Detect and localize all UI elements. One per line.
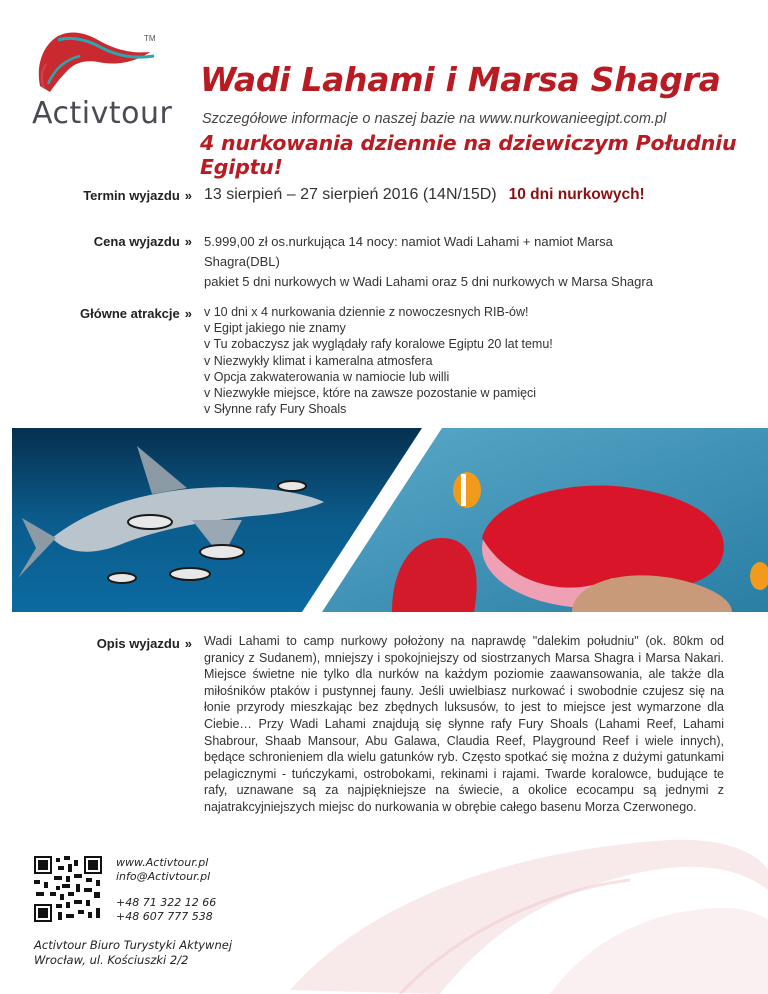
activtour-logo[interactable] bbox=[28, 26, 173, 136]
list-item: v Niezwykły klimat i kameralna atmosfera bbox=[204, 353, 433, 368]
description-label-text: Opis wyjazdu bbox=[96, 636, 180, 651]
page-title: Wadi Lahami i Marsa Shagra bbox=[200, 60, 721, 99]
logo-wordmark: Activtour bbox=[32, 96, 173, 131]
price-line-2: pakiet 5 dni nurkowych w Wadi Lahami oraz 5 dni nurkowych w Marsa Shagra bbox=[204, 274, 653, 289]
footer-address: Wrocław, ul. Kościuszki 2/2 bbox=[34, 953, 189, 967]
attractions-label-text: Główne atrakcje bbox=[80, 306, 180, 321]
list-item: v 10 dni x 4 nurkowania dziennie z nowoczesnych RIB-ów! bbox=[204, 305, 529, 319]
attractions-label bbox=[80, 306, 192, 321]
phone-1[interactable]: +48 71 322 12 66 bbox=[116, 896, 217, 909]
description-label bbox=[97, 636, 192, 651]
underwater-photo-banner bbox=[12, 428, 768, 612]
list-item: v Niezwykłe miejsce, które na zawsze pozostanie w pamięci bbox=[204, 386, 537, 401]
qr-code-icon[interactable] bbox=[34, 856, 102, 922]
footer-company: Activtour Biuro Turystyki Aktywnej bbox=[34, 938, 233, 952]
website-link[interactable]: www.Activtour.pl bbox=[116, 856, 209, 869]
term-value bbox=[204, 186, 645, 204]
term-arrow: » bbox=[184, 188, 192, 203]
clownfish-icon bbox=[453, 472, 481, 508]
price-arrow: » bbox=[184, 234, 192, 249]
price-label-text: Cena wyjazdu bbox=[93, 234, 180, 249]
phone-2[interactable]: +48 607 777 538 bbox=[116, 910, 213, 923]
attractions-list bbox=[204, 304, 553, 417]
term-highlight: 10 dni nurkowych! bbox=[508, 186, 645, 203]
price-block bbox=[204, 232, 654, 292]
list-item: v Słynne rafy Fury Shoals bbox=[204, 402, 347, 417]
trademark-label: TM bbox=[144, 34, 156, 43]
list-item: v Opcja zakwaterowania w namiocie lub willi bbox=[204, 369, 450, 384]
page-headline: 4 nurkowania dziennie na dziewiczym Południu Egiptu! bbox=[200, 131, 737, 179]
list-item: v Egipt jakiego nie znamy bbox=[204, 321, 346, 336]
term-label-text: Termin wyjazdu bbox=[83, 188, 180, 203]
description-arrow: » bbox=[184, 636, 192, 651]
term-label bbox=[83, 188, 192, 203]
term-dates: 13 sierpień – 27 sierpień 2016 (14N/15D) bbox=[204, 186, 497, 203]
description-text: Wadi Lahami to camp nurkowy położony na naprawdę "dalekim południu" (ok. 80km od granicy z Sudanem), mniejszy i spokojniejszy od siostrzanych Marsa Shagra i Marsa Nakari. Miejsce świetne nie tylko dla nurków na każdym poziomie zaawansowania, ale także dla miłośników ptaków i pustynnej fauny. Jeśli uwielbiasz nurkować i swobodnie czujesz się na łonie przyrody mieszkając bez zbędnych luksusów, to jest to miejsce jest wymarzone dla Ciebie… Przy Wadi Lahami znajdują się słynne rafy Fury Shoals (Lahami Reef, Lahami Shabrour, Shaab Mansour, Abu Galawa, Claudia Reef, Playground Reef i wiele innych), będące schronieniem dla wielu gatunków ryb. Często spotkać się można z dużymi gatunkami pelagicznymi - tuńczykami, ostrobokami, rekinami i rajami. Twarde koralowce, budujące te rafy, uznawane są za najpiękniejsze na świecie, a okolice ecocampu są jednymi z najatrakcyjniejszych miejsc do nurkowania w obrębie całego basenu Morza Czerwonego. bbox=[204, 634, 724, 814]
price-label bbox=[94, 234, 192, 249]
attractions-arrow: » bbox=[184, 306, 192, 321]
list-item: v Tu zobaczysz jak wyglądały rafy koralowe Egiptu 20 lat temu! bbox=[204, 337, 553, 352]
email-link[interactable]: info@Activtour.pl bbox=[116, 870, 211, 883]
page-subtitle: Szczegółowe informacje o naszej bazie na www.nurkowanieegipt.com.pl bbox=[202, 111, 667, 127]
price-line-1: 5.999,00 zł os.nurkująca 14 nocy: namiot Wadi Lahami + namiot Marsa Shagra(DBL) bbox=[204, 234, 613, 269]
